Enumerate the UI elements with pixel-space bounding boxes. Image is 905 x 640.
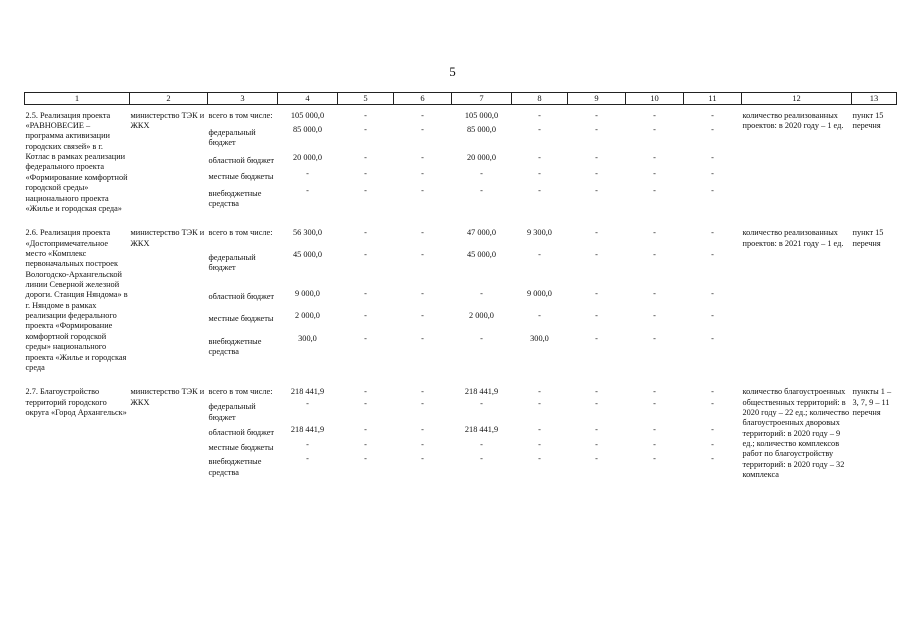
table-body [25, 104, 897, 480]
amount-cell: - [711, 228, 714, 238]
amount-cell: - [480, 439, 483, 449]
amount-cell: 85 000,0 [292, 124, 323, 134]
amount-cell: - [421, 153, 424, 163]
amount-cell: 56 300,0 [292, 228, 323, 238]
reference: пункты 1 – 3, 7, 9 – 11 перечня [852, 387, 892, 417]
amount-cell: - [711, 124, 714, 134]
amount-cell: - [538, 454, 541, 464]
amount-cell: 2 000,0 [469, 311, 494, 321]
amount-cell: - [653, 124, 656, 134]
amount-cell: 45 000,0 [292, 249, 323, 259]
amount-cell: - [538, 185, 541, 195]
amount-cell: - [306, 185, 309, 195]
column-header: 4 [278, 93, 338, 105]
amount-cell: - [653, 289, 656, 299]
amount-cell: - [711, 333, 714, 343]
amount-cell: - [364, 228, 367, 238]
amount-cell: - [306, 399, 309, 409]
amount-cell: - [364, 124, 367, 134]
amount-cell: - [421, 387, 424, 397]
amount-cell: - [364, 153, 367, 163]
funding-source: областной бюджет [208, 156, 275, 166]
amount-cell: - [653, 387, 656, 397]
amount-cell: - [595, 439, 598, 449]
amount-cell: - [653, 425, 656, 435]
amount-cell: - [711, 454, 714, 464]
amount-cell: - [653, 249, 656, 259]
amount-cell: - [653, 228, 656, 238]
row-spacer [25, 214, 897, 222]
amount-cell: - [364, 169, 367, 179]
amount-cell: - [480, 333, 483, 343]
amount-cell: - [538, 311, 541, 321]
amount-cell: - [306, 439, 309, 449]
amount-cell: - [364, 425, 367, 435]
table-row [25, 104, 897, 124]
amount-cell: - [595, 289, 598, 299]
amount-cell: - [711, 387, 714, 397]
amount-cell: 218 441,9 [290, 425, 325, 435]
funding-source: всего в том числе: [208, 228, 273, 238]
funding-source: всего в том числе: [208, 110, 273, 120]
amount-cell: - [421, 124, 424, 134]
column-header: 8 [512, 93, 568, 105]
column-header: 3 [208, 93, 278, 105]
amount-cell: - [595, 454, 598, 464]
amount-cell: - [421, 185, 424, 195]
funding-source: внебюджетные средства [208, 336, 262, 356]
amount-cell: - [711, 110, 714, 120]
column-header: 11 [684, 93, 742, 105]
amount-cell: - [364, 454, 367, 464]
amount-cell: - [711, 249, 714, 259]
funding-source: федеральный бюджет [208, 127, 256, 147]
amount-cell: - [538, 169, 541, 179]
target-indicator: количество реализованных проектов: в 2020 году – 1 ед. [742, 110, 844, 130]
funding-source: внебюджетные средства [208, 188, 262, 208]
amount-cell: - [595, 425, 598, 435]
amount-cell: - [480, 169, 483, 179]
amount-cell: - [595, 399, 598, 409]
row-spacer [25, 373, 897, 381]
amount-cell: - [421, 399, 424, 409]
project-name: 2.5. Реализация проекта «РАВНОВЕСИЕ – программа активизации городских связей» в г. Котлас в рамках реализации федерального проекта «Формирование комфортной городской среды» национального проекта «Жилье и городская среда» [25, 110, 128, 213]
amount-cell: - [421, 110, 424, 120]
amount-cell: - [538, 439, 541, 449]
amount-cell: - [421, 228, 424, 238]
funding-source: областной бюджет [208, 428, 275, 438]
funding-source: всего в том числе: [208, 387, 273, 397]
amount-cell: - [711, 311, 714, 321]
amount-cell: - [306, 169, 309, 179]
funding-source: федеральный бюджет [208, 402, 256, 422]
amount-cell: - [421, 169, 424, 179]
amount-cell: - [711, 439, 714, 449]
amount-cell: - [595, 153, 598, 163]
amount-cell: - [595, 124, 598, 134]
amount-cell: - [421, 439, 424, 449]
amount-cell: 300,0 [530, 333, 549, 343]
amount-cell: - [421, 311, 424, 321]
amount-cell: - [538, 124, 541, 134]
amount-cell: - [364, 439, 367, 449]
amount-cell: - [480, 454, 483, 464]
amount-cell: - [421, 289, 424, 299]
amount-cell: - [595, 185, 598, 195]
reference: пункт 15 перечня [852, 228, 884, 248]
executor: министерство ТЭК и ЖКХ [130, 228, 205, 248]
amount-cell: - [711, 289, 714, 299]
amount-cell: - [653, 185, 656, 195]
amount-cell: - [480, 185, 483, 195]
amount-cell: - [653, 454, 656, 464]
amount-cell: - [306, 454, 309, 464]
target-indicator: количество реализованных проектов: в 2021 году – 1 ед. [742, 228, 844, 248]
amount-cell: - [421, 249, 424, 259]
amount-cell: - [595, 169, 598, 179]
funding-source: местные бюджеты [208, 172, 274, 182]
amount-cell: - [711, 425, 714, 435]
amount-cell: - [711, 153, 714, 163]
amount-cell: - [711, 169, 714, 179]
column-header: 13 [852, 93, 897, 105]
page-number: 5 [449, 64, 456, 79]
executor: министерство ТЭК и ЖКХ [130, 387, 205, 407]
amount-cell: 47 000,0 [466, 228, 497, 238]
amount-cell: - [538, 153, 541, 163]
amount-cell: - [421, 333, 424, 343]
amount-cell: - [653, 169, 656, 179]
amount-cell: - [711, 185, 714, 195]
amount-cell: 85 000,0 [466, 124, 497, 134]
amount-cell: 9 300,0 [527, 228, 552, 238]
column-header: 10 [626, 93, 684, 105]
amount-cell: - [364, 333, 367, 343]
amount-cell: - [653, 439, 656, 449]
amount-cell: 20 000,0 [466, 153, 497, 163]
amount-cell: 300,0 [298, 333, 317, 343]
amount-cell: - [538, 387, 541, 397]
project-name: 2.7. Благоустройство территорий городского округа «Город Архангельск» [25, 387, 127, 417]
amount-cell: - [480, 399, 483, 409]
amount-cell: - [538, 399, 541, 409]
amount-cell: - [538, 110, 541, 120]
amount-cell: - [480, 289, 483, 299]
amount-cell: - [595, 110, 598, 120]
amount-cell: - [364, 110, 367, 120]
column-number-row [25, 93, 897, 105]
amount-cell: 9 000,0 [527, 289, 552, 299]
target-indicator: количество благоустроенных общественных территорий: в 2020 году – 22 ед.; количество благоустроенных дворовых территорий: в 2020 году – 9 ед.; количество комплексов работ по благоустройству территорий: в 2020 году – 32 комплекса [742, 387, 850, 480]
table-row [25, 222, 897, 249]
funding-source: местные бюджеты [208, 442, 274, 452]
amount-cell: 45 000,0 [466, 249, 497, 259]
amount-cell: - [421, 454, 424, 464]
amount-cell: - [595, 333, 598, 343]
program-table [24, 92, 897, 480]
amount-cell: 105 000,0 [464, 110, 499, 120]
column-header: 6 [394, 93, 452, 105]
amount-cell: 218 441,9 [464, 387, 499, 397]
amount-cell: - [364, 311, 367, 321]
amount-cell: - [364, 289, 367, 299]
project-name: 2.6. Реализация проекта «Достопримечательное место «Комплекс первоначальных построек Вологодско-Архангельской линии Северной железной дороги. Станция Няндома» в г. Няндоме в рамках реализации федерального проекта «Формирование комфортной городской среды» национального проекта «Жилье и городская среда [25, 228, 128, 372]
column-header: 7 [452, 93, 512, 105]
amount-cell: - [595, 249, 598, 259]
funding-source: местные бюджеты [208, 314, 274, 324]
amount-cell: 105 000,0 [290, 110, 325, 120]
amount-cell: - [653, 311, 656, 321]
amount-cell: - [364, 185, 367, 195]
amount-cell: - [653, 333, 656, 343]
amount-cell: - [653, 110, 656, 120]
funding-source: федеральный бюджет [208, 252, 256, 272]
amount-cell: - [538, 249, 541, 259]
column-header: 5 [338, 93, 394, 105]
amount-cell: - [595, 387, 598, 397]
amount-cell: 9 000,0 [295, 289, 320, 299]
funding-source: областной бюджет [208, 292, 275, 302]
amount-cell: - [364, 249, 367, 259]
amount-cell: - [653, 153, 656, 163]
executor: министерство ТЭК и ЖКХ [130, 110, 205, 130]
reference: пункт 15 перечня [852, 110, 884, 130]
amount-cell: - [595, 311, 598, 321]
table-row [25, 381, 897, 399]
amount-cell: - [711, 399, 714, 409]
amount-cell: 2 000,0 [295, 311, 320, 321]
amount-cell: - [364, 387, 367, 397]
column-header: 9 [568, 93, 626, 105]
amount-cell: - [595, 228, 598, 238]
amount-cell: 218 441,9 [290, 387, 325, 397]
column-header: 1 [25, 93, 130, 105]
funding-source: внебюджетные средства [208, 457, 262, 477]
column-header: 12 [742, 93, 852, 105]
amount-cell: - [653, 399, 656, 409]
amount-cell: - [538, 425, 541, 435]
column-header: 2 [130, 93, 208, 105]
amount-cell: - [364, 399, 367, 409]
amount-cell: 20 000,0 [292, 153, 323, 163]
amount-cell: - [421, 425, 424, 435]
amount-cell: 218 441,9 [464, 425, 499, 435]
